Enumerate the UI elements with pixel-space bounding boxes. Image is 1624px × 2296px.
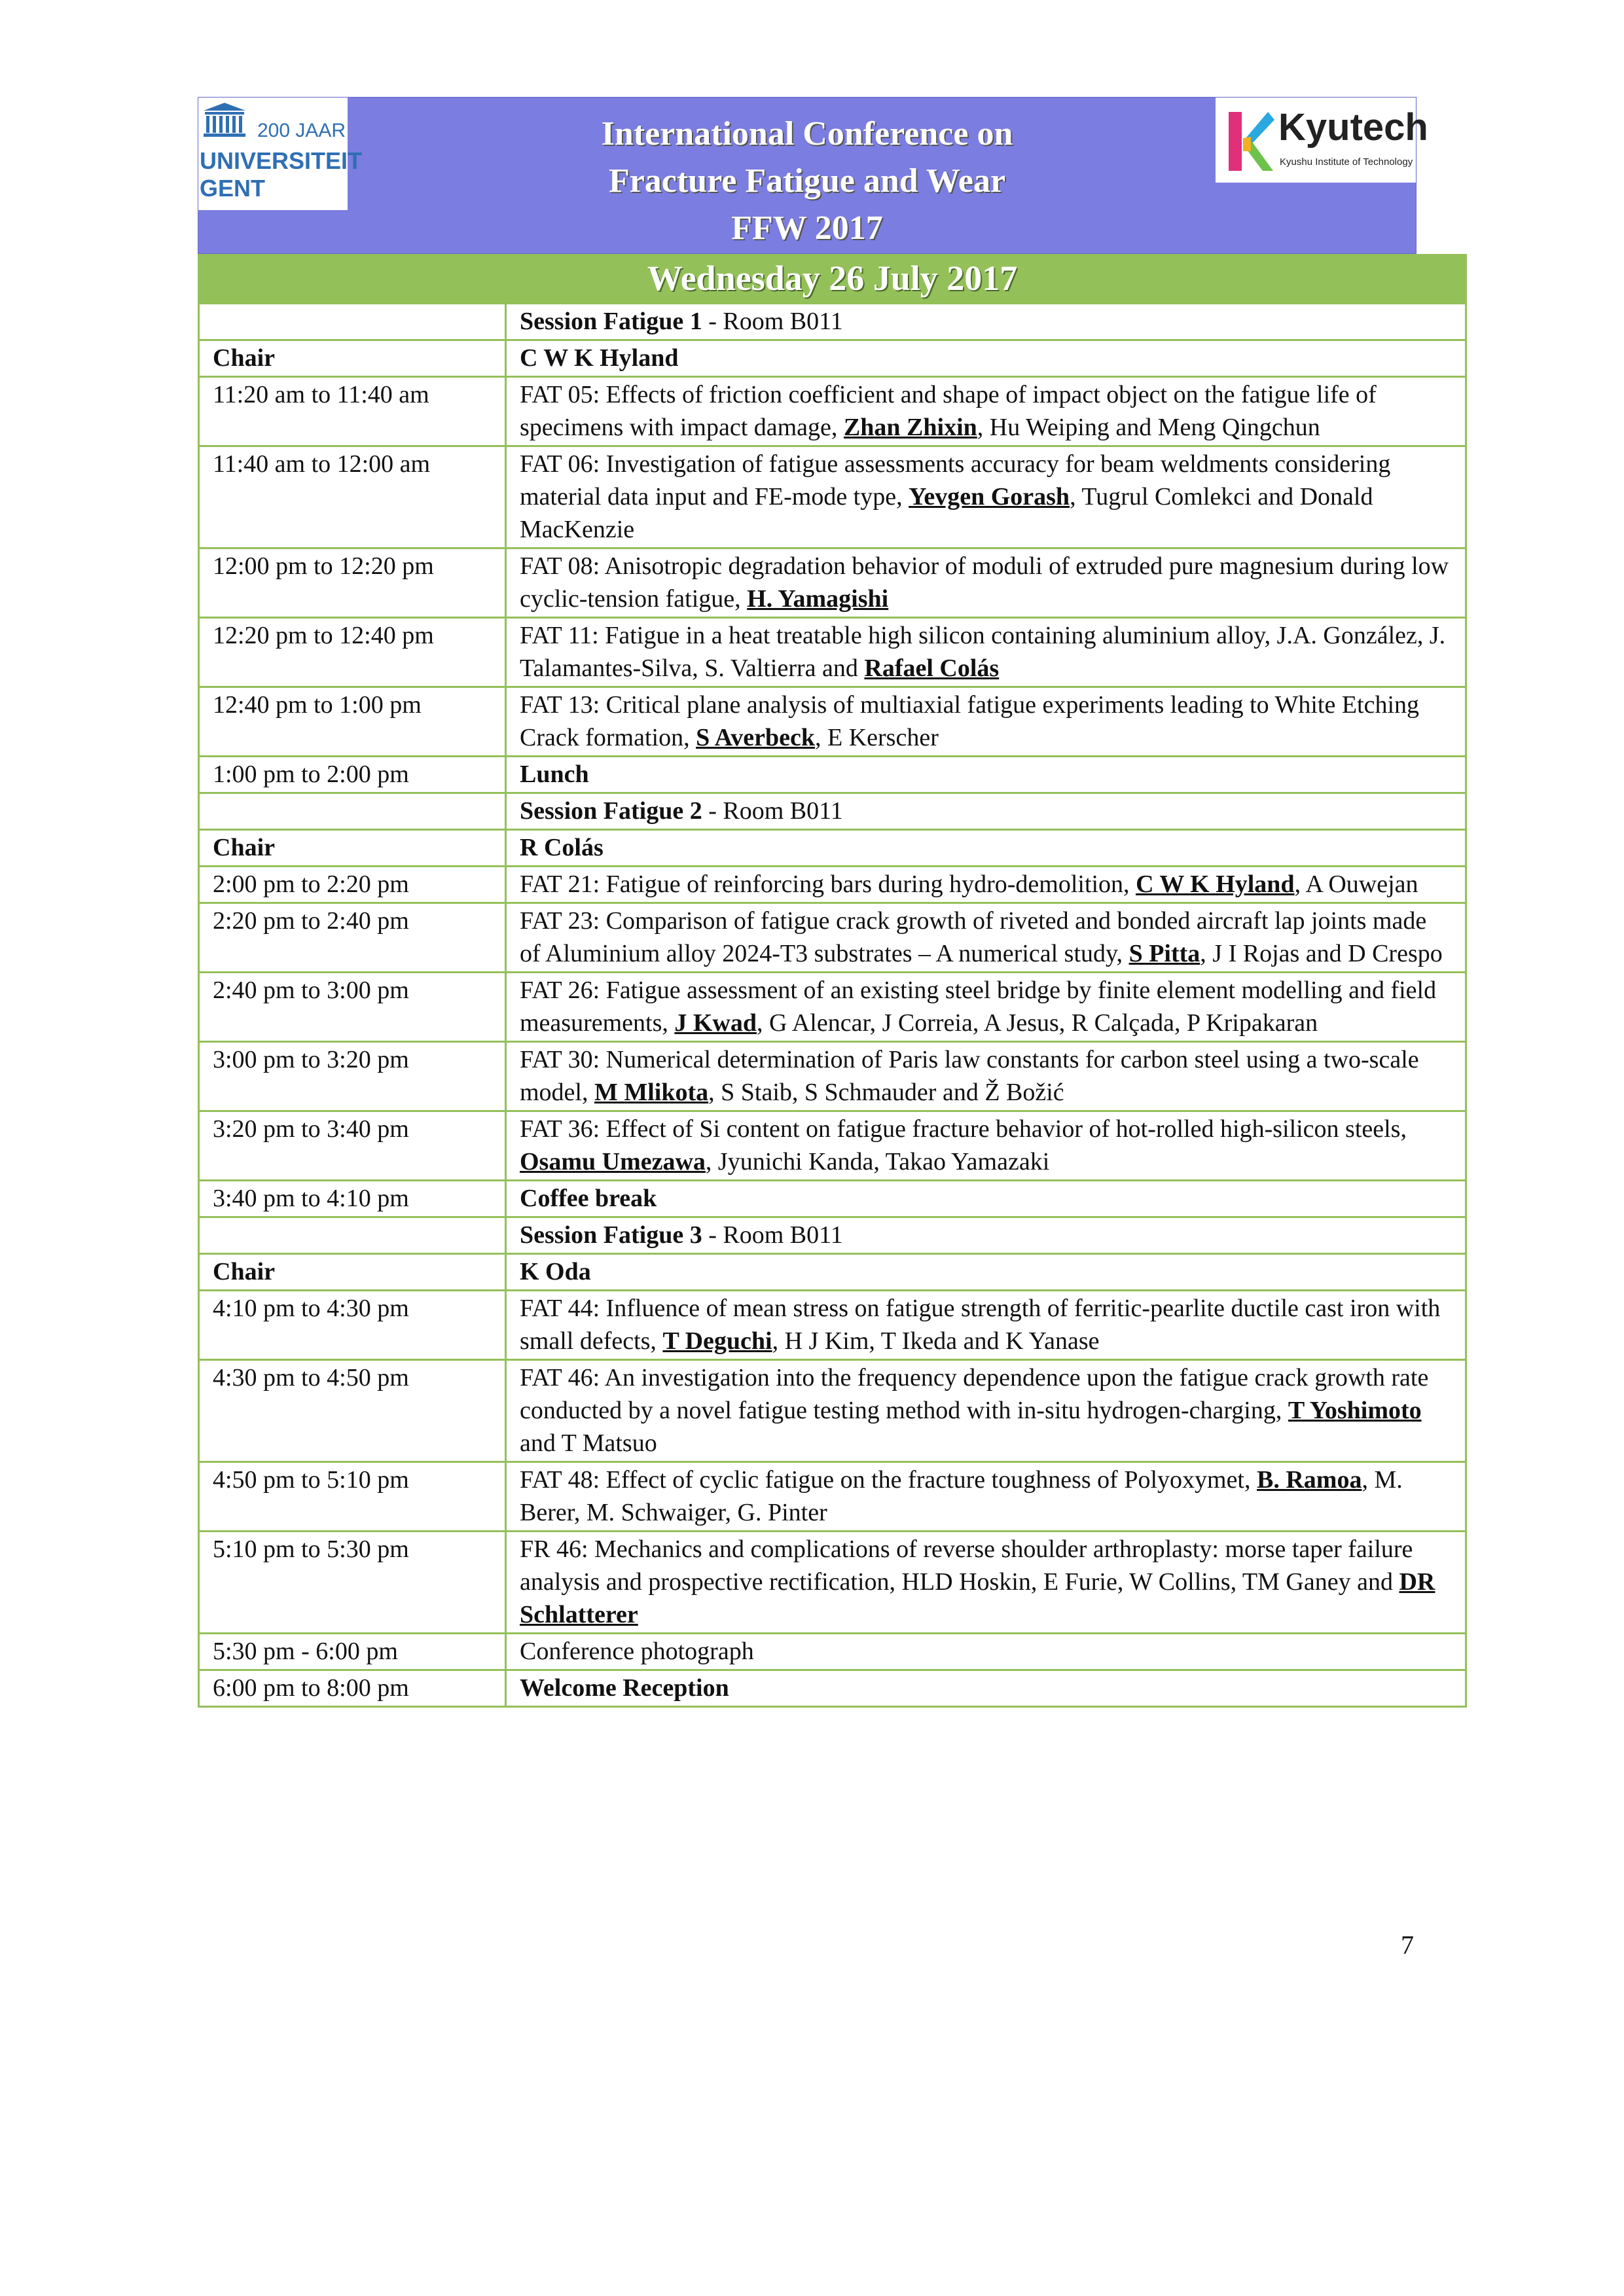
- schedule-row: [199, 446, 1466, 548]
- text-segment: , H J Kim, T Ikeda and K Yanase: [772, 1327, 1100, 1355]
- schedule-row: [199, 830, 1466, 867]
- time-cell: 12:40 pm to 1:00 pm: [199, 687, 506, 757]
- text-segment: , G Alencar, J Correia, A Jesus, R Calçada, P Kripakaran: [757, 1009, 1318, 1037]
- session-content-cell: [506, 1670, 1466, 1707]
- schedule-row: [199, 1111, 1466, 1181]
- time-cell: Chair: [199, 830, 506, 867]
- time-cell: 11:40 am to 12:00 am: [199, 446, 506, 548]
- session-content-cell: [506, 757, 1466, 793]
- time-cell: 1:00 pm to 2:00 pm: [199, 757, 506, 793]
- presenter-name: Zhan Zhixin: [843, 414, 977, 441]
- bold-text: Coffee break: [520, 1185, 657, 1212]
- schedule-row: [199, 548, 1466, 618]
- schedule-row: [199, 1360, 1466, 1462]
- presenter-name: J Kwad: [674, 1009, 757, 1037]
- kyutech-mark-icon: [1222, 105, 1274, 177]
- presenter-name: T Deguchi: [662, 1327, 772, 1355]
- session-content-cell: [506, 903, 1466, 973]
- time-cell: 12:00 pm to 12:20 pm: [199, 548, 506, 618]
- text-segment: FAT 44: Influence of mean stress on fatigue strength of ferritic-pearlite ductile cast iron with small defects,: [520, 1295, 1441, 1355]
- ghent-university-logo: [198, 98, 363, 210]
- session-content-cell: [506, 1462, 1466, 1532]
- time-cell: [199, 793, 506, 830]
- text-segment: - Room B011: [702, 797, 843, 825]
- schedule-row: [199, 1532, 1466, 1634]
- text-segment: FR 46: Mechanics and complications of reverse shoulder arthroplasty: morse taper failure analysis and prospective rectification, HLD Hoskin, E Furie, W Collins, TM Ganey and: [520, 1535, 1413, 1596]
- text-segment: FAT 05: Effects of friction coefficient and shape of impact object on the fatigue life of specimens with impact damage,: [520, 381, 1377, 441]
- presenter-name: M Mlikota: [594, 1079, 709, 1106]
- time-cell: 2:00 pm to 2:20 pm: [199, 867, 506, 903]
- session-content-cell: [506, 1532, 1466, 1634]
- time-cell: 6:00 pm to 8:00 pm: [199, 1670, 506, 1707]
- schedule-row: [199, 340, 1466, 377]
- session-content-cell: [506, 1360, 1466, 1462]
- session-content-cell: [506, 793, 1466, 830]
- kyutech-name: Kyutech: [1278, 106, 1428, 149]
- page-number: 7: [1401, 1930, 1414, 1960]
- conference-title: [414, 111, 1200, 252]
- text-segment: FAT 08: Anisotropic degradation behavior of moduli of extruded pure magnesium during low cyclic-tension fatigue,: [520, 552, 1449, 613]
- time-cell: [199, 1217, 506, 1254]
- text-segment: FAT 30: Numerical determination of Paris law constants for carbon steel using a two-scale model,: [520, 1046, 1419, 1106]
- presenter-name: C W K Hyland: [1136, 870, 1295, 898]
- schedule-row: [199, 903, 1466, 973]
- time-cell: Chair: [199, 1254, 506, 1291]
- presenter-name: S Averbeck: [696, 724, 815, 751]
- schedule-row: [199, 1291, 1466, 1360]
- kyutech-logo: [1216, 98, 1428, 183]
- text-segment: FAT 13: Critical plane analysis of multiaxial fatigue experiments leading to White Etching Crack formation,: [520, 691, 1420, 751]
- session-content-cell: [506, 1042, 1466, 1111]
- time-cell: 4:10 pm to 4:30 pm: [199, 1291, 506, 1360]
- presenter-name: DR Schlatterer: [520, 1568, 1435, 1628]
- time-cell: 11:20 am to 11:40 am: [199, 377, 506, 446]
- time-cell: 3:20 pm to 3:40 pm: [199, 1111, 506, 1181]
- time-cell: 2:40 pm to 3:00 pm: [199, 973, 506, 1042]
- session-content-cell: [506, 377, 1466, 446]
- text-segment: , Jyunichi Kanda, Takao Yamazaki: [705, 1148, 1050, 1175]
- text-segment: - Room B011: [702, 1221, 843, 1249]
- time-cell: 2:20 pm to 2:40 pm: [199, 903, 506, 973]
- session-content-cell: [506, 618, 1466, 687]
- schedule-row: [199, 1670, 1466, 1707]
- session-content-cell: [506, 830, 1466, 867]
- session-content-cell: [506, 304, 1466, 340]
- schedule-row: [199, 618, 1466, 687]
- title-line-2: Fracture Fatigue and Wear: [608, 162, 1006, 200]
- time-cell: 3:40 pm to 4:10 pm: [199, 1181, 506, 1217]
- bold-text: Session Fatigue 1: [520, 308, 702, 335]
- session-content-cell: [506, 687, 1466, 757]
- logo-anniversary-text: 200 JAAR: [257, 120, 346, 141]
- session-content-cell: [506, 1634, 1466, 1670]
- schedule-row: [199, 304, 1466, 340]
- presenter-name: H. Yamagishi: [747, 585, 889, 613]
- logo-university-text: UNIVERSITEIT: [200, 147, 363, 174]
- schedule-row: [199, 793, 1466, 830]
- bold-text: R Colás: [520, 834, 604, 861]
- session-content-cell: [506, 867, 1466, 903]
- schedule-row: [199, 1462, 1466, 1532]
- presenter-name: T Yoshimoto: [1288, 1397, 1422, 1424]
- session-content-cell: [506, 446, 1466, 548]
- text-segment: FAT 23: Comparison of fatigue crack growth of riveted and bonded aircraft lap joints made of Aluminium alloy 2024-T3 substrates – A numerical study,: [520, 907, 1427, 967]
- session-content-cell: [506, 548, 1466, 618]
- schedule-row: [199, 1254, 1466, 1291]
- schedule-row: [199, 757, 1466, 793]
- text-segment: FAT 48: Effect of cyclic fatigue on the fracture toughness of Polyoxymet,: [520, 1466, 1257, 1494]
- schedule-table: [198, 302, 1467, 1708]
- schedule-row: [199, 1217, 1466, 1254]
- text-segment: FAT 26: Fatigue assessment of an existing steel bridge by finite element modelling and field measurements,: [520, 977, 1437, 1037]
- bold-text: K Oda: [520, 1258, 591, 1285]
- text-segment: , J I Rojas and D Crespo: [1200, 940, 1443, 967]
- presenter-name: Osamu Umezawa: [520, 1148, 706, 1175]
- time-cell: 5:30 pm - 6:00 pm: [199, 1634, 506, 1670]
- title-line-1: International Conference on: [601, 115, 1013, 152]
- text-segment: and T Matsuo: [520, 1429, 657, 1457]
- bold-text: Welcome Reception: [520, 1674, 729, 1702]
- schedule-row: [199, 867, 1466, 903]
- time-cell: 4:30 pm to 4:50 pm: [199, 1360, 506, 1462]
- title-line-3: FFW 2017: [731, 209, 883, 247]
- schedule-body: [199, 304, 1466, 1707]
- text-segment: , S Staib, S Schmauder and Ž Božić: [708, 1079, 1064, 1106]
- session-content-cell: [506, 1111, 1466, 1181]
- time-cell: 3:00 pm to 3:20 pm: [199, 1042, 506, 1111]
- bold-text: C W K Hyland: [520, 344, 679, 372]
- time-cell: Chair: [199, 340, 506, 377]
- text-segment: , A Ouwejan: [1294, 870, 1418, 898]
- schedule-row: [199, 1181, 1466, 1217]
- kyutech-subtitle: Kyushu Institute of Technology: [1280, 156, 1413, 168]
- bold-text: Lunch: [520, 761, 589, 788]
- text-segment: , Hu Weiping and Meng Qingchun: [977, 414, 1320, 441]
- conference-header: [198, 97, 1428, 254]
- bold-text: Session Fatigue 3: [520, 1221, 702, 1249]
- session-content-cell: [506, 1254, 1466, 1291]
- text-segment: , Tugrul Comlekci and Donald MacKenzie: [520, 483, 1373, 543]
- text-segment: FAT 46: An investigation into the frequency dependence upon the fatigue crack growth rate conducted by a novel fatigue testing method with in-situ hydrogen-charging,: [520, 1364, 1429, 1424]
- logo-gent-text: GENT: [200, 175, 266, 202]
- time-cell: [199, 304, 506, 340]
- text-segment: Conference photograph: [520, 1638, 754, 1665]
- schedule-row: [199, 1634, 1466, 1670]
- session-content-cell: [506, 1181, 1466, 1217]
- presenter-name: B. Ramoa: [1257, 1466, 1362, 1494]
- session-content-cell: [506, 1291, 1466, 1360]
- presenter-name: S Pitta: [1128, 940, 1200, 967]
- schedule-row: [199, 687, 1466, 757]
- day-heading: Wednesday 26 July 2017: [198, 254, 1467, 302]
- presenter-name: Yevgen Gorash: [909, 483, 1070, 511]
- session-content-cell: [506, 973, 1466, 1042]
- text-segment: FAT 06: Investigation of fatigue assessments accuracy for beam weldments considering material data input and FE-mode type,: [520, 450, 1391, 511]
- presenter-name: Rafael Colás: [864, 655, 1000, 682]
- schedule-row: [199, 1042, 1466, 1111]
- time-cell: 4:50 pm to 5:10 pm: [199, 1462, 506, 1532]
- session-content-cell: [506, 1217, 1466, 1254]
- schedule-row: [199, 973, 1466, 1042]
- session-content-cell: [506, 340, 1466, 377]
- text-segment: FAT 36: Effect of Si content on fatigue fracture behavior of hot-rolled high-silicon steels,: [520, 1115, 1407, 1143]
- text-segment: - Room B011: [702, 308, 843, 335]
- text-segment: , M. Berer, M. Schwaiger, G. Pinter: [520, 1466, 1403, 1526]
- schedule-row: [199, 377, 1466, 446]
- text-segment: , E Kerscher: [815, 724, 939, 751]
- text-segment: FAT 11: Fatigue in a heat treatable high silicon containing aluminium alloy, J.A. González, J. Talamantes-Silva, S. Valtierra and: [520, 622, 1446, 682]
- text-segment: FAT 21: Fatigue of reinforcing bars during hydro-demolition,: [520, 870, 1136, 898]
- time-cell: 5:10 pm to 5:30 pm: [199, 1532, 506, 1634]
- bold-text: Session Fatigue 2: [520, 797, 702, 825]
- time-cell: 12:20 pm to 12:40 pm: [199, 618, 506, 687]
